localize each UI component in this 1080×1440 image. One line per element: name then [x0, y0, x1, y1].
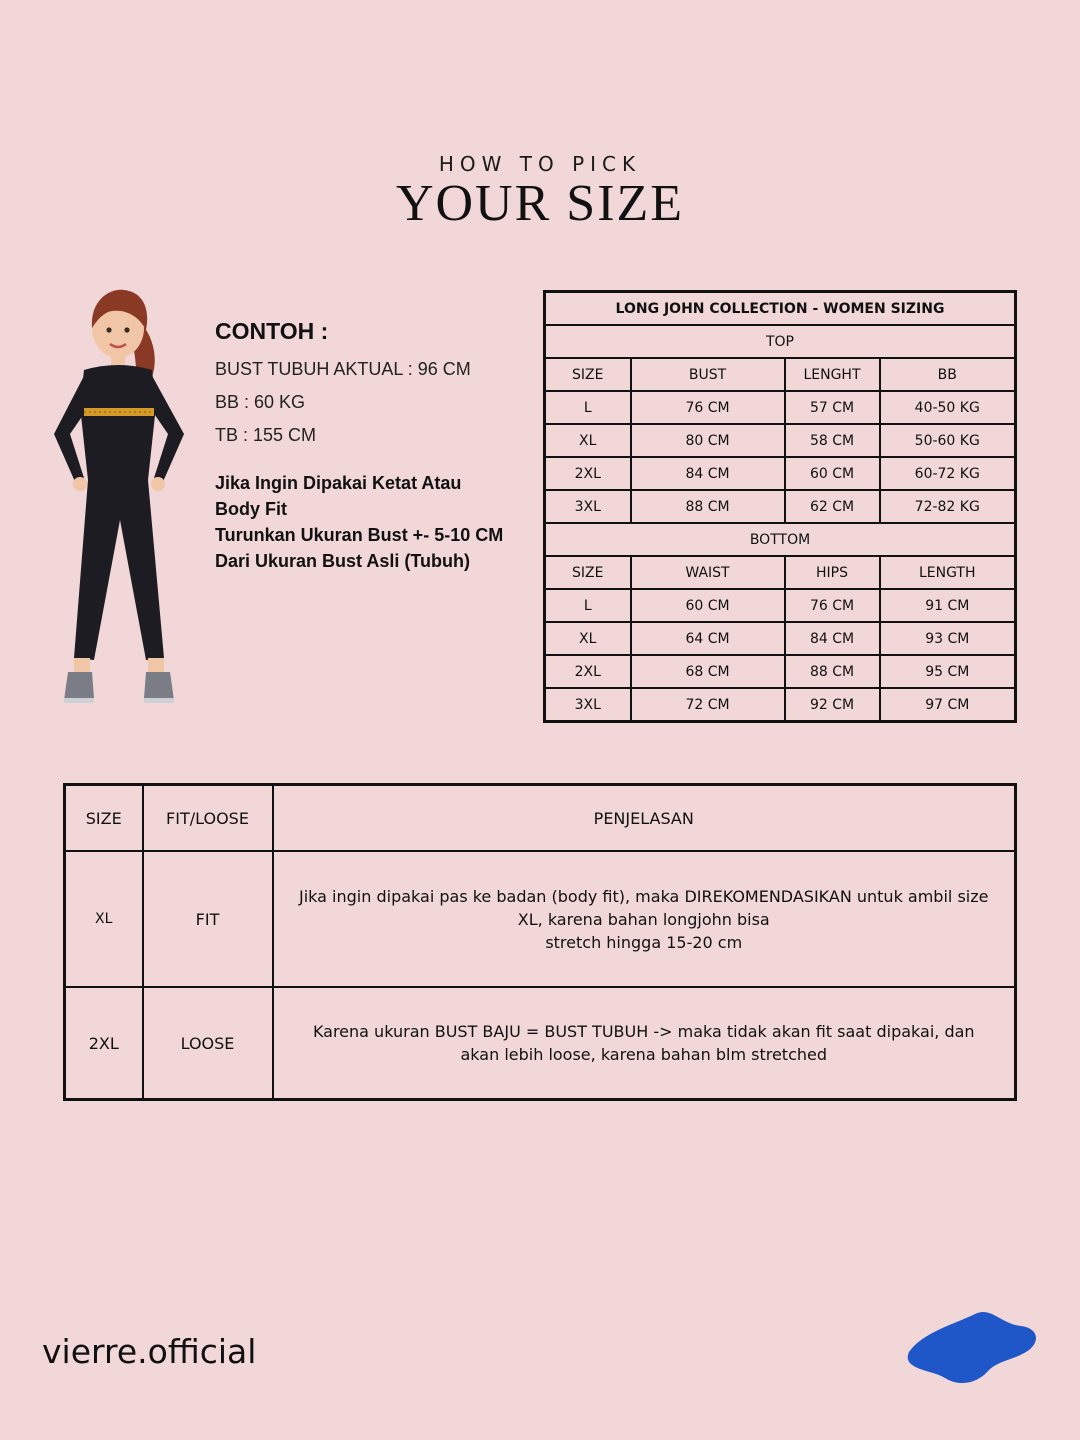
cell: 40-50 KG — [880, 391, 1016, 424]
long-sleeve-top — [80, 365, 156, 480]
section-top-label: TOP — [545, 325, 1016, 358]
example-title: CONTOH : — [215, 318, 329, 344]
cell: 95 CM — [880, 655, 1016, 688]
leggings — [74, 480, 164, 660]
cell: 91 CM — [880, 589, 1016, 622]
description-line: XL, karena bahan longjohn bisa — [517, 909, 770, 929]
table-row — [545, 424, 1016, 457]
brand-handle: vierre.official — [42, 1332, 257, 1371]
cell: 92 CM — [785, 688, 880, 722]
cell: 50-60 KG — [880, 424, 1016, 457]
cell: 84 CM — [785, 622, 880, 655]
cell: XL — [545, 622, 631, 655]
table-row — [545, 655, 1016, 688]
cell: 3XL — [545, 490, 631, 523]
cell: 76 CM — [785, 589, 880, 622]
column-header: HIPS — [785, 556, 880, 589]
header-row — [545, 556, 1016, 589]
caption-row — [545, 292, 1016, 326]
description-cell — [273, 851, 1016, 987]
note-line: Jika Ingin Dipakai Ketat Atau — [215, 473, 462, 493]
cell: 72-82 KG — [880, 490, 1016, 523]
note-line: Dari Ukuran Bust Asli (Tubuh) — [215, 551, 471, 571]
blob-shape-icon — [905, 1308, 1040, 1388]
column-header: LENGTH — [880, 556, 1016, 589]
cell: L — [545, 589, 631, 622]
description-cell — [273, 987, 1016, 1100]
size-chart-table — [543, 290, 1017, 723]
cell: 76 CM — [631, 391, 785, 424]
column-header: WAIST — [631, 556, 785, 589]
model-illustration — [30, 284, 210, 716]
cell: 84 CM — [631, 457, 785, 490]
page-kicker: HOW TO PICK — [438, 152, 642, 176]
size-chart-caption: LONG JOHN COLLECTION - WOMEN SIZING — [545, 292, 1016, 326]
cell: 60-72 KG — [880, 457, 1016, 490]
cell: 68 CM — [631, 655, 785, 688]
table-row — [545, 688, 1016, 722]
cell: 3XL — [545, 688, 631, 722]
left-shoe — [64, 672, 94, 700]
column-header: PENJELASAN — [273, 785, 1016, 852]
cell: 97 CM — [880, 688, 1016, 722]
cell: 72 CM — [631, 688, 785, 722]
cell: 2XL — [545, 457, 631, 490]
cell: 93 CM — [880, 622, 1016, 655]
cell: 57 CM — [785, 391, 880, 424]
example-panel — [215, 318, 535, 574]
header-row — [545, 358, 1016, 391]
description-line: Jika ingin dipakai pas ke badan (body fit), maka DIREKOMENDASIKAN untuk ambil size — [299, 886, 989, 906]
example-weight: BB : 60 KG — [215, 392, 306, 412]
cell: L — [545, 391, 631, 424]
column-header: BUST — [631, 358, 785, 391]
cell: 2XL — [545, 655, 631, 688]
page-title: YOUR SIZE — [395, 175, 685, 232]
section-bottom-label: BOTTOM — [545, 523, 1016, 556]
column-header: FIT/LOOSE — [143, 785, 273, 852]
cell: 62 CM — [785, 490, 880, 523]
example-height: TB : 155 CM — [215, 425, 317, 445]
section-row — [545, 523, 1016, 556]
note-line: Turunkan Ukuran Bust +- 5-10 CM — [215, 525, 504, 545]
column-header: BB — [880, 358, 1016, 391]
cell: 80 CM — [631, 424, 785, 457]
table-row — [65, 851, 1016, 987]
description-line: Karena ukuran BUST BAJU = BUST TUBUH -> maka tidak akan fit saat dipakai, dan — [312, 1022, 975, 1041]
size-cell: XL — [65, 851, 143, 987]
cell: 58 CM — [785, 424, 880, 457]
cell: XL — [545, 424, 631, 457]
table-row — [65, 987, 1016, 1100]
description-line: akan lebih loose, karena bahan blm stretched — [460, 1045, 827, 1064]
table-row — [545, 622, 1016, 655]
column-header: SIZE — [65, 785, 143, 852]
table-row — [545, 490, 1016, 523]
example-bust: BUST TUBUH AKTUAL : 96 CM — [215, 359, 471, 379]
fit-guide-table — [63, 783, 1017, 1101]
column-header: LENGHT — [785, 358, 880, 391]
table-row — [545, 391, 1016, 424]
cell: 88 CM — [785, 655, 880, 688]
column-header: SIZE — [545, 358, 631, 391]
cell: 60 CM — [631, 589, 785, 622]
cell: 60 CM — [785, 457, 880, 490]
column-header: SIZE — [545, 556, 631, 589]
table-row — [545, 589, 1016, 622]
note-line: Body Fit — [215, 499, 287, 519]
cell: 88 CM — [631, 490, 785, 523]
cell: 64 CM — [631, 622, 785, 655]
fit-cell: LOOSE — [143, 987, 273, 1100]
right-shoe — [144, 672, 174, 700]
header-row — [65, 785, 1016, 852]
size-cell: 2XL — [65, 987, 143, 1100]
example-note — [215, 470, 535, 574]
table-row — [545, 457, 1016, 490]
description-line: stretch hingga 15-20 cm — [545, 932, 743, 952]
section-row — [545, 325, 1016, 358]
fit-cell: FIT — [143, 851, 273, 987]
